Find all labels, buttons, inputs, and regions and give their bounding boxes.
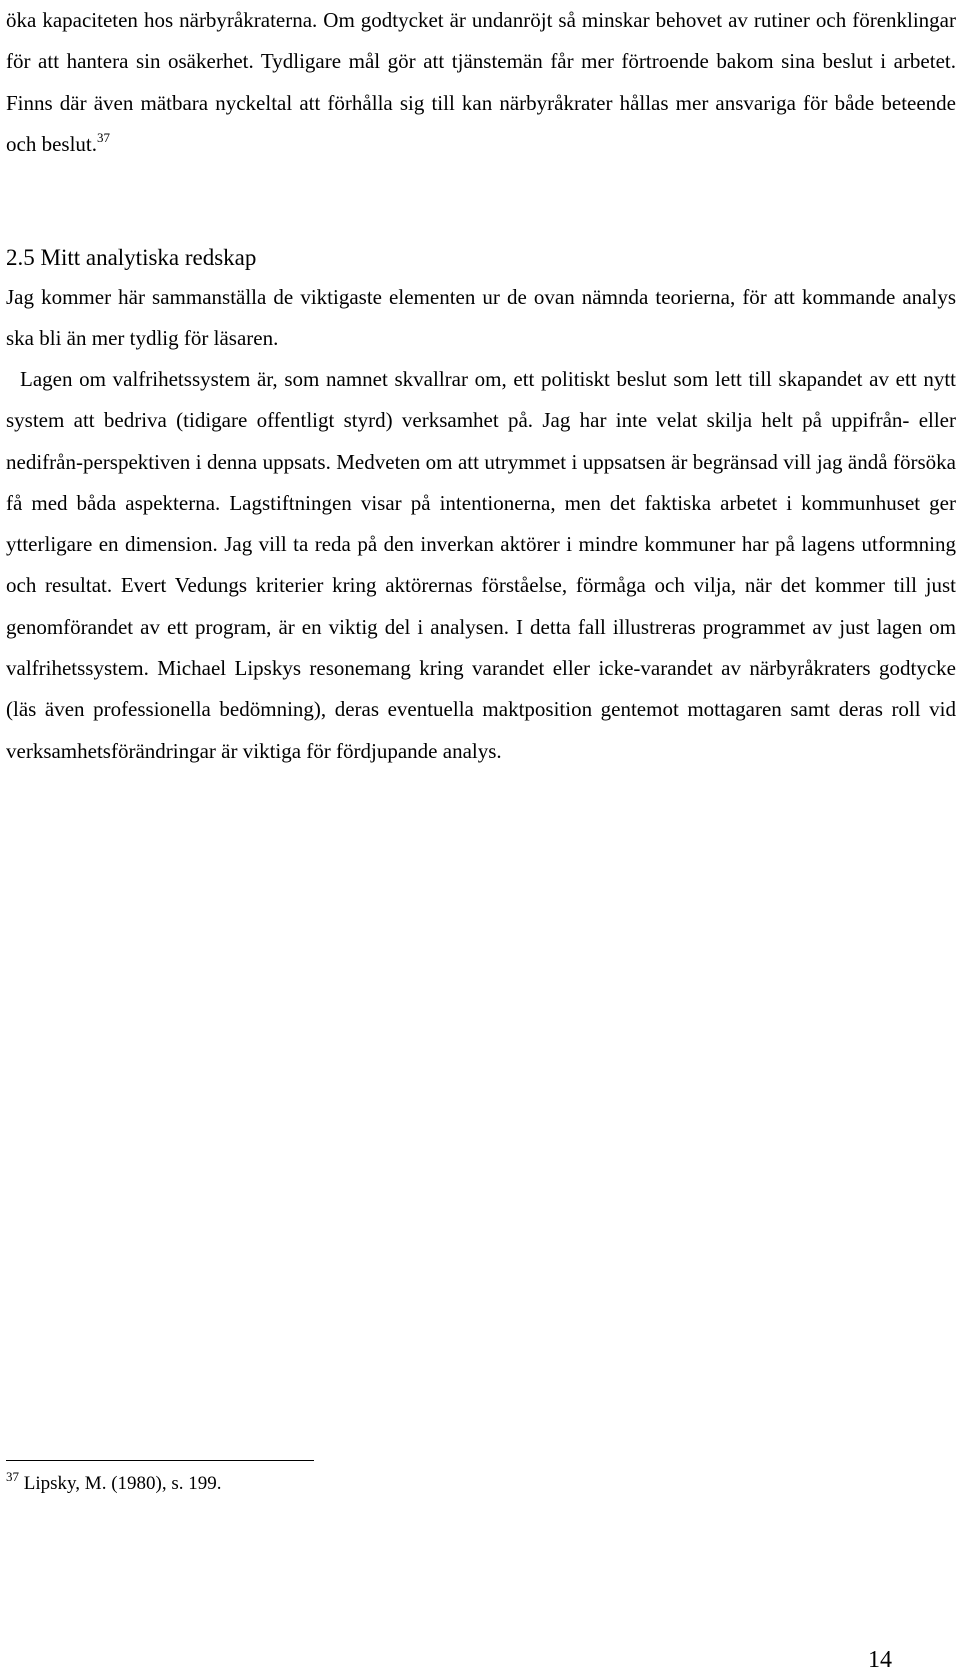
body-paragraph-1: Jag kommer här sammanställa de viktigaste elementen ur de ovan nämnda teorierna, för att kommande analys ska bli än mer tydlig för läsaren. [6,285,956,351]
intro-paragraph [6,0,956,165]
footnote [6,1468,222,1500]
footnote-reference[interactable]: 37 [96,129,110,145]
intro-paragraph-text: öka kapaciteten hos närbyråkraterna. Om godtycket är undanröjt så minskar behovet av rutiner och förenklingar för att hantera sin osäkerhet. Tydligare mål gör att tjänstemän får mer förtroende bakom sina beslut i arbetet. Finns där även mätbara nyckeltal att förhålla sig till kan närbyråkrater hållas mer ansvariga för både beteende och beslut. [6,8,956,156]
body-paragraph-2: Lagen om valfrihetssystem är, som namnet skvallrar om, ett politiskt beslut som lett till skapandet av ett nytt system att bedriva (tidigare offentligt styrd) verksamhet på. Jag har inte velat skilja helt på uppifrån- eller nedifrån-perspektiven i denna uppsats. Medveten om att utrymmet i uppsatsen är begränsad vill jag ändå försöka få med båda aspekterna. Lagstiftningen visar på intentionerna, men det faktiska arbetet i kommunhuset ger ytterligare en dimension. Jag vill ta reda på den inverkan aktörer i mindre kommuner har på lagens utformning och resultat. Evert Vedungs kriterier kring aktörernas förståelse, förmåga och vilja, när det kommer till just genomförandet av ett program, är en viktig del i analysen. I detta fall illustreras programmet av just lagen om valfrihetssystem. Michael Lipskys resonemang kring varandet eller icke-varandet av närbyråkraters godtycke (läs även professionella bedömning), deras eventuella maktposition gentemot mottagaren samt deras roll vid verksamhetsförändringar är viktiga för fördjupande analys. [6,367,956,763]
section-heading: 2.5 Mitt analytiska redskap [6,245,257,270]
page-number: 14 [868,1647,892,1673]
footnote-divider [6,1460,314,1461]
footnote-text: Lipsky, M. (1980), s. 199. [23,1473,222,1494]
footnote-number: 37 [6,1469,19,1484]
